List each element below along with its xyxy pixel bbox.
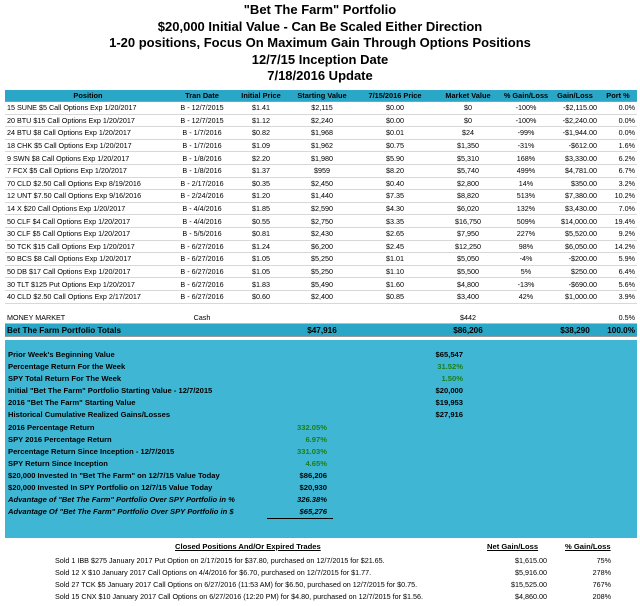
position-row	[5, 190, 637, 203]
gain-loss: -$2,240.00	[551, 114, 599, 127]
port-pct: 1.6%	[599, 139, 637, 152]
closed-pct-heading: % Gain/Loss	[565, 542, 611, 551]
gain-loss: $14,000.00	[551, 215, 599, 228]
pct-gain-loss: -99%	[501, 127, 551, 140]
current-price: $7.35	[355, 190, 435, 203]
initial-price: $1.09	[233, 139, 289, 152]
initial-price: $0.82	[233, 127, 289, 140]
column-header: Port %	[599, 90, 637, 102]
prior-week-value: $65,547	[435, 350, 463, 359]
initial-price: $2.20	[233, 152, 289, 165]
market-value: $5,050	[435, 253, 501, 266]
advantage-usd-label: Advantage Of "Bet The Farm" Portfolio Over SPY Portfolio in $	[8, 507, 234, 516]
current-price: $1.01	[355, 253, 435, 266]
gain-loss: -$612.00	[551, 139, 599, 152]
tran-date: B - 12/7/2015	[171, 114, 233, 127]
advantage-pct-label: Advantage of "Bet The Farm" Portfolio Over SPY Portfolio in %	[8, 495, 235, 504]
gain-loss: $3,330.00	[551, 152, 599, 165]
tran-date: B - 1/7/2016	[171, 127, 233, 140]
port-pct: 9.2%	[599, 227, 637, 240]
current-price: $2.45	[355, 240, 435, 253]
totals-row	[5, 324, 637, 337]
focus-line: 1-20 positions, Focus On Maximum Gain Through Options Positions	[109, 35, 531, 50]
initial-price: $1.85	[233, 202, 289, 215]
port-pct: 10.2%	[599, 190, 637, 203]
tran-date: B - 6/27/2016	[171, 253, 233, 266]
tran-date: B - 2/24/2016	[171, 190, 233, 203]
advantage-pct-value: 326.38%	[297, 495, 327, 504]
invested-spy-value: $20,930	[299, 483, 327, 492]
tran-date: B - 2/17/2016	[171, 177, 233, 190]
market-value: $5,500	[435, 265, 501, 278]
pct-gain-loss: 227%	[501, 227, 551, 240]
starting-value: $2,590	[289, 202, 355, 215]
gain-loss: $4,781.00	[551, 164, 599, 177]
current-price: $0.40	[355, 177, 435, 190]
positions-body	[5, 102, 637, 337]
market-value: $16,750	[435, 215, 501, 228]
port-pct: 19.4%	[599, 215, 637, 228]
port-pct: 3.2%	[599, 177, 637, 190]
column-header: Market Value	[435, 90, 501, 102]
closed-heading: Closed Positions And/Or Expired Trades	[175, 542, 321, 551]
return-2016-label: 2016 Percentage Return	[8, 423, 95, 432]
tran-date: B - 6/27/2016	[171, 290, 233, 303]
market-value: $4,800	[435, 278, 501, 291]
start-2016-value: $19,953	[435, 398, 463, 407]
pct-gain-loss: -13%	[501, 278, 551, 291]
current-price: $0.85	[355, 290, 435, 303]
initial-price: $0.81	[233, 227, 289, 240]
positions-table	[5, 90, 637, 337]
starting-value: $2,240	[289, 114, 355, 127]
closed-trade-description: Sold 27 TCK $5 January 2017 Call Options on 6/27/2016 (11:53 AM) for $6.50, purchased on 12/7/2015 for $0.75.	[55, 580, 418, 589]
pct-gain-loss: 98%	[501, 240, 551, 253]
totals-market-value: $86,206	[435, 324, 501, 337]
spy-week-label: SPY Total Return For The Week	[8, 374, 122, 383]
realized-gains-label: Historical Cumulative Realized Gains/Losses	[8, 410, 171, 419]
starting-value: $2,115	[289, 102, 355, 115]
position-name: 30 CLF $5 Call Options Exp 1/20/2017	[5, 227, 171, 240]
market-value: $8,820	[435, 190, 501, 203]
cash-port-pct: 0.5%	[599, 312, 637, 324]
spy-week-value: 1.50%	[441, 374, 463, 383]
spy-since-value: 4.65%	[305, 459, 327, 468]
initial-price: $1.41	[233, 102, 289, 115]
port-pct: 0.0%	[599, 127, 637, 140]
market-value: $6,020	[435, 202, 501, 215]
tran-date: B - 5/5/2016	[171, 227, 233, 240]
tran-date: B - 12/7/2015	[171, 102, 233, 115]
position-name: 7 FCX $5 Call Options Exp 1/20/2017	[5, 164, 171, 177]
position-row	[5, 152, 637, 165]
summary-panel	[5, 340, 637, 538]
position-name: 50 CLF $4 Call Options Exp 1/20/2017	[5, 215, 171, 228]
totals-label: Bet The Farm Portfolio Totals	[5, 324, 289, 337]
port-pct: 0.0%	[599, 114, 637, 127]
gain-loss: $1,000.00	[551, 290, 599, 303]
column-header: Tran Date	[171, 90, 233, 102]
position-row	[5, 202, 637, 215]
column-header: Starting Value	[289, 90, 355, 102]
pct-gain-loss: 132%	[501, 202, 551, 215]
starting-value: $5,490	[289, 278, 355, 291]
market-value: $2,800	[435, 177, 501, 190]
closed-net-gain: $15,525.00	[511, 580, 547, 589]
port-pct: 6.7%	[599, 164, 637, 177]
pct-gain-loss: 42%	[501, 290, 551, 303]
market-value: $7,950	[435, 227, 501, 240]
column-header: Position	[5, 90, 171, 102]
port-pct: 6.2%	[599, 152, 637, 165]
update-date-line: 7/18/2016 Update	[267, 68, 373, 83]
starting-value: $2,750	[289, 215, 355, 228]
current-price: $0.00	[355, 114, 435, 127]
gain-loss: -$200.00	[551, 253, 599, 266]
position-row	[5, 278, 637, 291]
pct-gain-loss: -4%	[501, 253, 551, 266]
gain-loss: -$2,115.00	[551, 102, 599, 115]
pct-gain-loss: 5%	[501, 265, 551, 278]
header-row	[5, 90, 637, 102]
market-value: $5,310	[435, 152, 501, 165]
initial-price: $1.20	[233, 190, 289, 203]
tran-date: B - 1/8/2016	[171, 164, 233, 177]
position-name: 50 BCS $8 Call Options Exp 1/20/2017	[5, 253, 171, 266]
gain-loss: $6,050.00	[551, 240, 599, 253]
position-name: 24 BTU $8 Call Options Exp 1/20/2017	[5, 127, 171, 140]
position-row	[5, 265, 637, 278]
initial-price: $1.24	[233, 240, 289, 253]
advantage-underline	[267, 518, 333, 519]
inception-date-line: 12/7/15 Inception Date	[251, 51, 389, 67]
port-pct: 5.9%	[599, 253, 637, 266]
closed-pct-gain: 208%	[592, 592, 611, 601]
position-name: 14 X $20 Call Options Exp 1/20/2017	[5, 202, 171, 215]
position-row	[5, 177, 637, 190]
closed-pct-gain: 75%	[596, 556, 611, 565]
spy-2016-value: 6.97%	[305, 435, 327, 444]
starting-value: $6,200	[289, 240, 355, 253]
starting-value: $5,250	[289, 253, 355, 266]
cash-label: MONEY MARKET	[5, 312, 171, 324]
current-price: $0.00	[355, 102, 435, 115]
position-name: 15 SUNE $5 Call Options Exp 1/20/2017	[5, 102, 171, 115]
column-header: 7/15/2016 Price	[355, 90, 435, 102]
current-price: $0.01	[355, 127, 435, 140]
position-row	[5, 164, 637, 177]
position-name: 30 TLT $125 Put Options Exp 1/20/2017	[5, 278, 171, 291]
current-price: $2.65	[355, 227, 435, 240]
market-value: $0	[435, 102, 501, 115]
port-pct: 7.0%	[599, 202, 637, 215]
starting-value: $1,968	[289, 127, 355, 140]
invested-spy-label: $20,000 Invested In SPY Portfolio on 12/7/15 Value Today	[8, 483, 213, 492]
port-pct: 3.9%	[599, 290, 637, 303]
gain-loss: $250.00	[551, 265, 599, 278]
position-name: 18 CHK $5 Call Options Exp 1/20/2017	[5, 139, 171, 152]
position-row	[5, 240, 637, 253]
initial-price: $1.05	[233, 253, 289, 266]
spy-2016-label: SPY 2016 Percentage Return	[8, 435, 112, 444]
port-pct: 14.2%	[599, 240, 637, 253]
column-header: % Gain/Loss	[501, 90, 551, 102]
current-price: $1.60	[355, 278, 435, 291]
column-header: Initial Price	[233, 90, 289, 102]
starting-value: $959	[289, 164, 355, 177]
title-block	[0, 0, 640, 88]
tran-date: B - 1/8/2016	[171, 152, 233, 165]
closed-net-heading: Net Gain/Loss	[487, 542, 539, 551]
advantage-usd-value: $65,276	[299, 507, 327, 516]
week-return-value: 31.52%	[437, 362, 463, 371]
starting-value: $2,430	[289, 227, 355, 240]
totals-port-pct: 100.0%	[599, 324, 637, 337]
current-price: $0.75	[355, 139, 435, 152]
market-value: $24	[435, 127, 501, 140]
pct-gain-loss: 499%	[501, 164, 551, 177]
position-name: 12 UNT $7.50 Call Options Exp 9/16/2016	[5, 190, 171, 203]
position-name: 9 SWN $8 Call Options Exp 1/20/2017	[5, 152, 171, 165]
cash-type: Cash	[171, 312, 233, 324]
current-price: $1.10	[355, 265, 435, 278]
closed-trade-description: Sold 15 CNX $10 January 2017 Call Options on 6/27/2016 (12:20 PM) for $4.80, purchased on 12/7/2015 for $1.56.	[55, 592, 424, 601]
prior-week-label: Prior Week's Beginning Value	[8, 350, 115, 359]
return-2016-value: 332.05%	[297, 423, 327, 432]
week-return-label: Percentage Return For the Week	[8, 362, 126, 371]
pct-gain-loss: -31%	[501, 139, 551, 152]
closed-pct-gain: 278%	[592, 568, 611, 577]
pct-gain-loss: 14%	[501, 177, 551, 190]
pct-gain-loss: 509%	[501, 215, 551, 228]
tran-date: B - 6/27/2016	[171, 240, 233, 253]
position-row	[5, 139, 637, 152]
spy-since-label: SPY Return Since Inception	[8, 459, 108, 468]
market-value: $1,350	[435, 139, 501, 152]
position-row	[5, 227, 637, 240]
position-name: 20 BTU $15 Call Options Exp 1/20/2017	[5, 114, 171, 127]
port-pct: 0.0%	[599, 102, 637, 115]
initial-price: $1.37	[233, 164, 289, 177]
position-name: 50 DB $17 Call Options Exp 1/20/2017	[5, 265, 171, 278]
gain-loss: $3,430.00	[551, 202, 599, 215]
position-row	[5, 215, 637, 228]
portfolio-title: "Bet The Farm" Portfolio	[243, 2, 397, 17]
gain-loss: $5,520.00	[551, 227, 599, 240]
market-value: $0	[435, 114, 501, 127]
initial-value-label: Initial "Bet The Farm" Portfolio Starting Value - 12/7/2015	[8, 386, 213, 395]
tran-date: B - 6/27/2016	[171, 265, 233, 278]
tran-date: B - 4/4/2016	[171, 202, 233, 215]
port-pct: 5.6%	[599, 278, 637, 291]
starting-value: $5,250	[289, 265, 355, 278]
totals-gain-loss: $38,290	[551, 324, 599, 337]
invested-btf-value: $86,206	[299, 471, 327, 480]
initial-price: $0.60	[233, 290, 289, 303]
realized-gains-value: $27,916	[435, 410, 463, 419]
closed-net-gain: $1,615.00	[515, 556, 547, 565]
current-price: $4.30	[355, 202, 435, 215]
market-value: $3,400	[435, 290, 501, 303]
starting-value: $1,440	[289, 190, 355, 203]
starting-value: $2,450	[289, 177, 355, 190]
starting-value: $1,962	[289, 139, 355, 152]
initial-price: $0.35	[233, 177, 289, 190]
since-inception-label: Percentage Return Since Inception - 12/7/2015	[8, 447, 175, 456]
spacer-row	[5, 303, 637, 312]
cash-value: $442	[435, 312, 501, 324]
closed-trade-description: Sold 1 IBB $275 January 2017 Put Option on 2/17/2015 for $37.80, purchased on 12/7/2015 for $21.65.	[55, 556, 385, 565]
market-value: $5,740	[435, 164, 501, 177]
tran-date: B - 1/7/2016	[171, 139, 233, 152]
position-row	[5, 253, 637, 266]
gain-loss: $350.00	[551, 177, 599, 190]
column-header: Gain/Loss	[551, 90, 599, 102]
closed-pct-gain: 767%	[592, 580, 611, 589]
closed-net-gain: $5,916.00	[515, 568, 547, 577]
pct-gain-loss: 513%	[501, 190, 551, 203]
current-price: $5.90	[355, 152, 435, 165]
start-2016-label: 2016 "Bet The Farm" Starting Value	[8, 398, 136, 407]
gain-loss: $7,380.00	[551, 190, 599, 203]
initial-value-value: $20,000	[435, 386, 463, 395]
tran-date: B - 6/27/2016	[171, 278, 233, 291]
position-row	[5, 127, 637, 140]
pct-gain-loss: 168%	[501, 152, 551, 165]
starting-value: $1,980	[289, 152, 355, 165]
invested-btf-label: $20,000 Invested In "Bet The Farm" on 12/7/15 Value Today	[8, 471, 220, 480]
gain-loss: -$1,944.00	[551, 127, 599, 140]
initial-value-line: $20,000 Initial Value - Can Be Scaled Either Direction	[157, 18, 483, 34]
position-row	[5, 290, 637, 303]
starting-value: $2,400	[289, 290, 355, 303]
closed-net-gain: $4,860.00	[515, 592, 547, 601]
initial-price: $1.83	[233, 278, 289, 291]
pct-gain-loss: -100%	[501, 102, 551, 115]
position-name: 70 CLD $2.50 Call Options Exp 8/19/2016	[5, 177, 171, 190]
totals-starting-value: $47,916	[289, 324, 355, 337]
position-name: 50 TCK $15 Call Options Exp 1/20/2017	[5, 240, 171, 253]
port-pct: 6.4%	[599, 265, 637, 278]
tran-date: B - 4/4/2016	[171, 215, 233, 228]
pct-gain-loss: -100%	[501, 114, 551, 127]
current-price: $8.20	[355, 164, 435, 177]
position-name: 40 CLD $2.50 Call Options Exp 2/17/2017	[5, 290, 171, 303]
initial-price: $1.05	[233, 265, 289, 278]
initial-price: $0.55	[233, 215, 289, 228]
closed-trade-description: Sold 12 X $10 January 2017 Call Options on 4/4/2016 for $6.70, purchased on 12/7/2015 for $1.77.	[55, 568, 372, 577]
market-value: $12,250	[435, 240, 501, 253]
since-inception-value: 331.03%	[297, 447, 327, 456]
position-row	[5, 102, 637, 115]
initial-price: $1.12	[233, 114, 289, 127]
position-row	[5, 114, 637, 127]
cash-row	[5, 312, 637, 324]
gain-loss: -$690.00	[551, 278, 599, 291]
current-price: $3.35	[355, 215, 435, 228]
